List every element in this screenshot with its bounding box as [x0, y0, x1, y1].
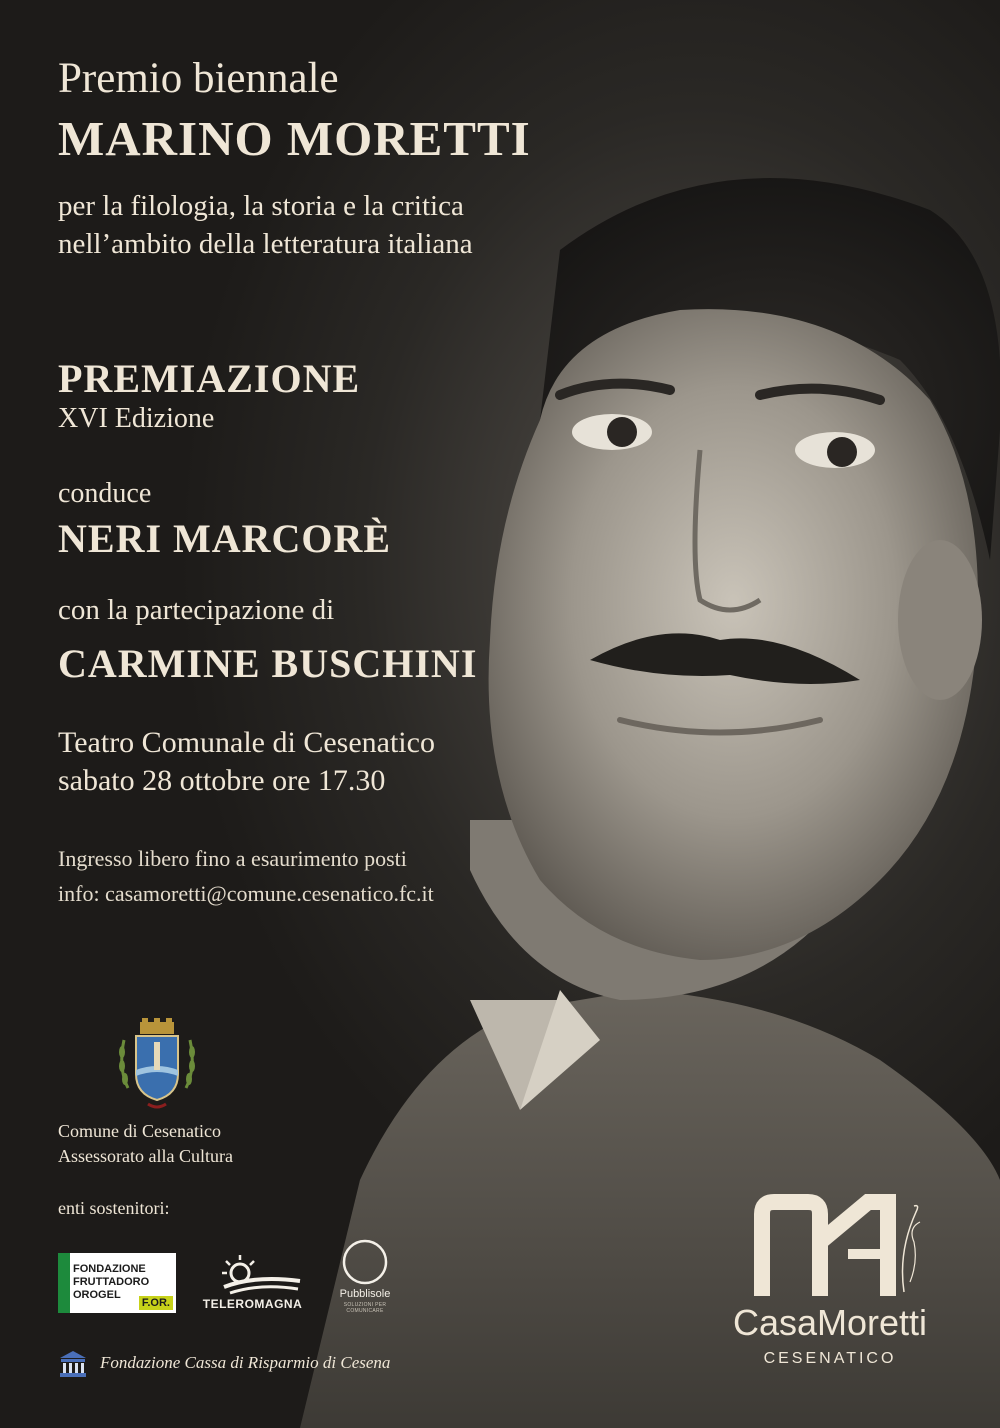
organizer-department: Assessorato alla Cultura	[58, 1146, 233, 1166]
event-datetime: sabato 28 ottobre ore 17.30	[58, 764, 386, 797]
host-label: conduce	[58, 478, 152, 509]
teleromagna-name: TELEROMAGNA	[202, 1297, 303, 1311]
organizer-name: Comune di Cesenatico	[58, 1121, 221, 1141]
award-subtitle-line2: nell’ambito della letteratura italiana	[58, 228, 473, 260]
fondazione-accent	[58, 1253, 70, 1313]
event-heading: PREMIAZIONE	[58, 356, 361, 401]
comune-crest-icon	[116, 1018, 198, 1112]
fondazione-tag: F.OR.	[139, 1296, 173, 1310]
edition: XVI Edizione	[58, 403, 215, 434]
award-title: Premio biennale	[58, 55, 339, 102]
pubblisole-name: Pubblisole	[339, 1288, 391, 1300]
award-name: MARINO MORETTI	[58, 111, 531, 166]
award-subtitle-line1: per la filologia, la storia e la critica	[58, 190, 464, 222]
sponsor-pubblisole-logo	[330, 1236, 400, 1316]
guest-label: con la partecipazione di	[58, 594, 335, 626]
guest-name: CARMINE BUSCHINI	[58, 641, 478, 686]
casa-moretti-city: CESENATICO	[763, 1350, 897, 1367]
fondazione-name: FONDAZIONE FRUTTADORO OROGEL	[73, 1263, 150, 1301]
sponsor-teleromagna-logo	[200, 1253, 305, 1315]
venue: Teatro Comunale di Cesenatico	[58, 726, 435, 759]
sponsor-fondazione-fruttadoro-logo	[58, 1253, 176, 1313]
pubblisole-tagline: SOLUZIONI PER COMUNICARE	[343, 1302, 387, 1314]
cassa-temple-icon	[58, 1350, 88, 1378]
casa-moretti-monogram-icon	[748, 1192, 928, 1302]
pubblisole-ring-icon	[330, 1236, 400, 1288]
info-contact[interactable]: info: casamoretti@comune.cesenatico.fc.it	[58, 881, 434, 906]
entry-note: Ingresso libero fino a esaurimento posti	[58, 846, 407, 871]
casa-moretti-name: CasaMoretti	[732, 1302, 928, 1343]
sponsor-cassa-risparmio: Fondazione Cassa di Risparmio di Cesena	[100, 1353, 391, 1372]
host-name: NERI MARCORÈ	[58, 516, 392, 561]
sponsors-label: enti sostenitori:	[58, 1198, 170, 1218]
teleromagna-sun-icon	[200, 1253, 305, 1297]
